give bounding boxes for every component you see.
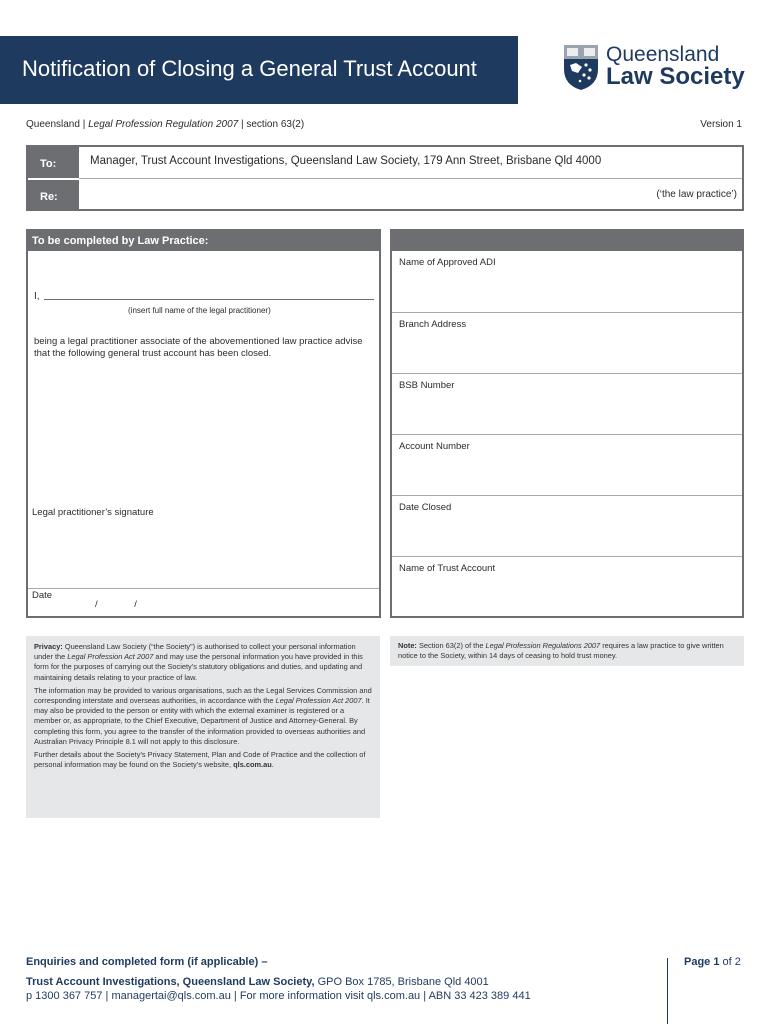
- version-label: Version 1: [700, 119, 742, 130]
- law-practice-heading: To be completed by Law Practice:: [28, 231, 379, 251]
- to-re-divider: [79, 178, 742, 179]
- footer-abn: ABN 33 423 389 441: [428, 990, 531, 1002]
- re-law-practice-field[interactable]: (‘the law practice’): [656, 189, 737, 200]
- signature-date-divider: [28, 588, 379, 589]
- footer-divider: [667, 958, 668, 1024]
- to-recipient: Manager, Trust Account Investigations, Queensland Law Society, 179 Ann Street, Brisbane Qld 4000: [90, 155, 602, 167]
- bsb-number-field[interactable]: BSB Number: [392, 373, 742, 434]
- enquiries-heading: Enquiries and completed form (if applicable) –: [26, 956, 268, 968]
- to-label: To:: [28, 147, 79, 178]
- signature-field[interactable]: Legal practitioner’s signature: [32, 507, 154, 518]
- account-details-header: [392, 231, 742, 251]
- footer-address: Trust Account Investigations, Queensland Law Society, GPO Box 1785, Brisbane Qld 4001: [26, 976, 489, 988]
- shield-icon: [562, 43, 600, 91]
- note-box: Note: Section 63(2) of the Legal Profession Regulations 2007 requires a law practice to give written notice to the Society, within 14 days of ceasing to hold trust money.: [390, 636, 744, 666]
- practitioner-name-field[interactable]: [44, 299, 374, 300]
- account-number-field[interactable]: Account Number: [392, 434, 742, 495]
- declaration-text: being a legal practitioner associate of the abovementioned law practice advise that the following general trust account has been closed.: [34, 336, 363, 359]
- footer-email-link[interactable]: managertai@qls.com.au: [111, 990, 231, 1002]
- branch-address-field[interactable]: Branch Address: [392, 312, 742, 373]
- date-closed-field[interactable]: Date Closed: [392, 495, 742, 556]
- page-number: Page 1 of 2: [684, 956, 741, 968]
- practitioner-name-hint: (insert full name of the legal practitioner): [128, 306, 271, 315]
- footer-contact: p 1300 367 757 | managertai@qls.com.au | For more information visit qls.com.au | ABN 33 423 389 441: [26, 990, 531, 1002]
- adi-name-field[interactable]: Name of Approved ADI: [399, 257, 496, 268]
- account-details-section: [390, 229, 744, 618]
- date-label: Date: [32, 590, 53, 601]
- logo-queensland: Queensland: [606, 43, 720, 66]
- to-re-section: [26, 145, 744, 211]
- footer-website-link[interactable]: qls.com.au: [366, 990, 421, 1002]
- footer-phone: p 1300 367 757: [26, 990, 103, 1002]
- qls-logo: [562, 43, 752, 93]
- re-label: Re:: [28, 179, 79, 209]
- page-title: Notification of Closing a General Trust Account: [22, 56, 477, 81]
- date-field[interactable]: / /: [95, 599, 137, 610]
- regulation-reference: Queensland | Legal Profession Regulation 2007 | section 63(2): [26, 119, 305, 130]
- privacy-notice: Privacy: Queensland Law Society (“the Society”) is authorised to collect your personal information under the Legal Profession Act 2007 and may use the personal information you have provided in this form for the purposes of carrying out the Society’s statutory obligations and duties, and updating and maintaining details relating to your practice of law. The information may be provided to various organisations, such as the Legal Services Commission and corresponding interstate and overseas authorities, in accordance with the Legal Profession Act 2007. It may also be provided to the person or entity with which the external examiner is registered or a member or, as appropriate, to the Chief Executive, Department of Justice and Attorney-General. By completing this form, you agree to the transfer of the information provided to overseas authorities and Australian Privacy Principle 8.1 will not apply to this disclosure. Further details about the Society’s Privacy Statement, Plan and Code of Practice and the collection of personal information may be found on the Society’s website, qls.com.au.: [26, 636, 380, 818]
- privacy-website-link[interactable]: qls.com.au: [233, 760, 272, 770]
- trust-account-name-field[interactable]: Name of Trust Account: [392, 556, 742, 617]
- law-practice-section: [26, 229, 381, 618]
- title-bar: [0, 36, 518, 104]
- i-label: I,: [34, 291, 40, 302]
- logo-law-society: Law Society: [606, 63, 745, 90]
